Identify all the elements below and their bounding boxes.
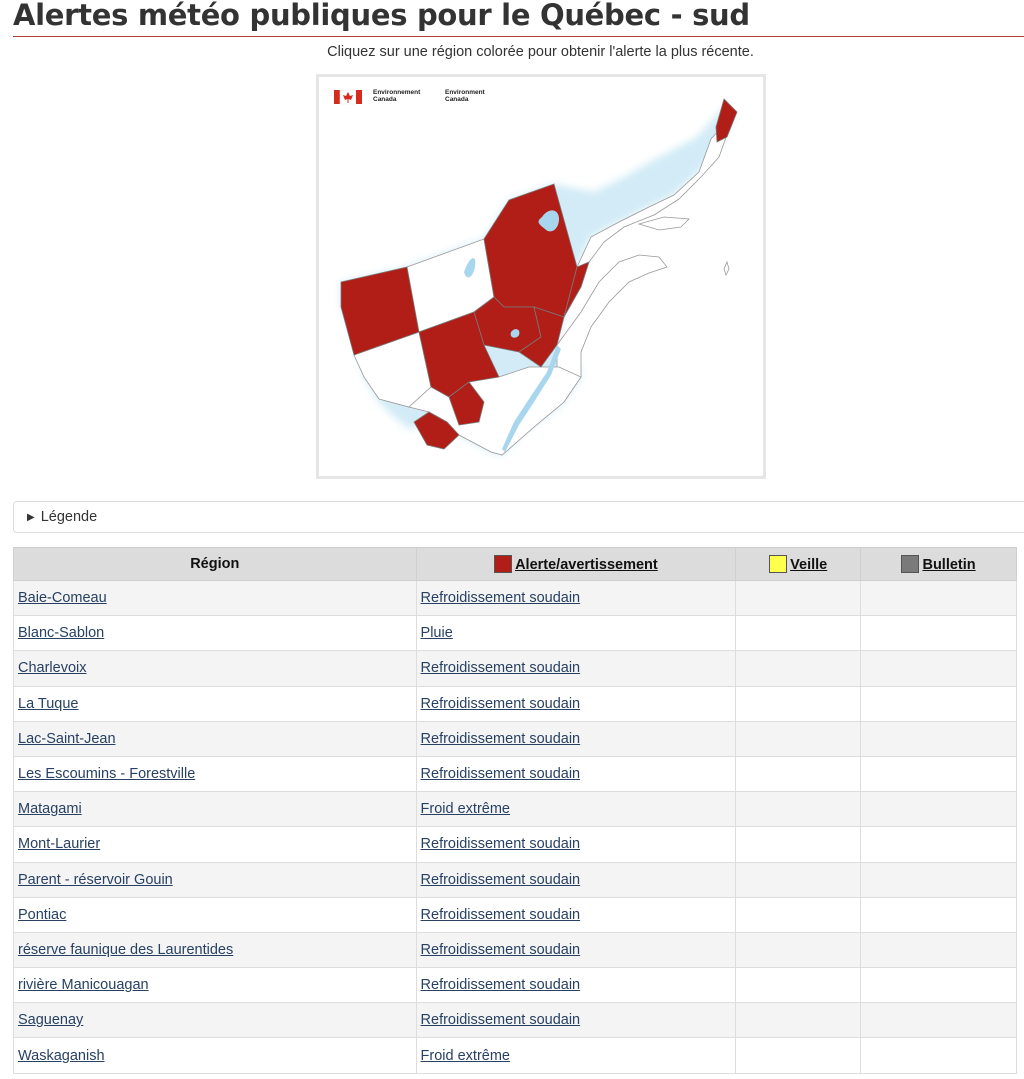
alert-cell [416, 932, 736, 967]
page-title: Alertes météo publiques pour le Québec - sud [13, 0, 750, 32]
logo-fr-line2: Canada [373, 96, 397, 103]
region-cell [14, 932, 417, 967]
table-row [14, 756, 1017, 791]
region-cell [14, 1038, 417, 1073]
alert-link[interactable]: Froid extrême [420, 1047, 510, 1064]
logo-en-line1: Environment [445, 89, 485, 96]
table-header-row [14, 548, 1017, 581]
region-cell [14, 686, 417, 721]
alert-cell [416, 721, 736, 756]
region-link[interactable]: Baie-Comeau [18, 590, 107, 607]
region-blanc-sablon[interactable] [716, 99, 737, 142]
logo-en-line2: Canada [445, 96, 469, 103]
watch-cell [736, 792, 861, 827]
alert-link[interactable]: Refroidissement soudain [420, 590, 581, 607]
region-link[interactable]: Les Escoumins - Forestville [18, 766, 196, 783]
bulletin-swatch-icon [901, 555, 919, 573]
watch-cell [736, 756, 861, 791]
region-cell [14, 756, 417, 791]
map-instruction: Cliquez sur une région colorée pour obtenir l'alerte la plus récente. [327, 44, 754, 60]
anticosti-island [639, 217, 689, 230]
header-watch-link[interactable]: Veille [790, 557, 828, 573]
region-cell [14, 721, 417, 756]
bulletin-cell [861, 862, 1017, 897]
legend-toggle[interactable] [13, 501, 1024, 533]
header-bulletin [861, 548, 1017, 581]
table-row [14, 827, 1017, 862]
alert-cell [416, 827, 736, 862]
region-link[interactable]: Mont-Laurier [18, 836, 101, 853]
table-row [14, 686, 1017, 721]
table-row [14, 1038, 1017, 1073]
alert-link[interactable]: Refroidissement soudain [420, 977, 581, 994]
table-row [14, 932, 1017, 967]
region-link[interactable]: Blanc-Sablon [18, 625, 105, 642]
region-cell [14, 968, 417, 1003]
watch-swatch-icon [769, 555, 787, 573]
watch-cell [736, 932, 861, 967]
alert-cell [416, 968, 736, 1003]
bulletin-cell [861, 581, 1017, 616]
table-row [14, 721, 1017, 756]
region-cell [14, 581, 417, 616]
header-bulletin-link[interactable]: Bulletin [922, 557, 976, 573]
table-row [14, 651, 1017, 686]
watch-cell [736, 581, 861, 616]
alert-cell [416, 1003, 736, 1038]
region-link[interactable]: Pontiac [18, 906, 67, 923]
region-cell [14, 897, 417, 932]
region-link[interactable]: Saguenay [18, 1012, 84, 1029]
region-cell [14, 1003, 417, 1038]
watch-cell [736, 686, 861, 721]
alert-link[interactable]: Froid extrême [420, 801, 510, 818]
bulletin-cell [861, 721, 1017, 756]
bulletin-cell [861, 932, 1017, 967]
watch-cell [736, 721, 861, 756]
watch-cell [736, 1038, 861, 1073]
alert-cell [416, 651, 736, 686]
watch-cell [736, 616, 861, 651]
table-row [14, 862, 1017, 897]
table-row [14, 1003, 1017, 1038]
bulletin-cell [861, 651, 1017, 686]
alert-map [316, 74, 766, 479]
header-watch [736, 548, 861, 581]
region-cell [14, 827, 417, 862]
alert-cell [416, 581, 736, 616]
bulletin-cell [861, 616, 1017, 651]
alerts-table-body [14, 581, 1017, 1074]
bulletin-cell [861, 897, 1017, 932]
bulletin-cell [861, 1003, 1017, 1038]
region-link[interactable]: réserve faunique des Laurentides [18, 941, 234, 958]
alert-link[interactable]: Refroidissement soudain [420, 906, 581, 923]
region-cell [14, 792, 417, 827]
table-row [14, 581, 1017, 616]
bulletin-cell [861, 792, 1017, 827]
region-link[interactable]: Lac-Saint-Jean [18, 730, 116, 747]
bulletin-cell [861, 756, 1017, 791]
table-row [14, 968, 1017, 1003]
region-link[interactable]: Charlevoix [18, 660, 87, 677]
alert-link[interactable]: Refroidissement soudain [420, 1012, 581, 1029]
watch-cell [736, 651, 861, 686]
region-cell [14, 616, 417, 651]
alert-cell [416, 897, 736, 932]
alert-link[interactable]: Pluie [420, 625, 453, 642]
alert-link[interactable]: Refroidissement soudain [420, 766, 581, 783]
expand-triangle-icon: ▶ [27, 512, 35, 523]
alert-cell [416, 686, 736, 721]
watch-cell [736, 827, 861, 862]
table-row [14, 897, 1017, 932]
alert-link[interactable]: Refroidissement soudain [420, 730, 581, 747]
region-cell [14, 862, 417, 897]
canada-flag-icon [334, 90, 362, 104]
table-row [14, 616, 1017, 651]
alerts-table [13, 547, 1017, 1074]
watch-cell [736, 862, 861, 897]
bulletin-cell [861, 827, 1017, 862]
region-link[interactable]: Parent - réservoir Gouin [18, 871, 173, 888]
region-link[interactable]: Waskaganish [18, 1047, 105, 1064]
title-divider [13, 36, 1024, 37]
region-cell [14, 651, 417, 686]
logo-fr-line1: Environnement [373, 89, 421, 96]
alert-cell [416, 1038, 736, 1073]
alert-cell [416, 616, 736, 651]
alert-link[interactable]: Refroidissement soudain [420, 941, 581, 958]
alert-link[interactable]: Refroidissement soudain [420, 695, 581, 712]
header-alert-link[interactable]: Alerte/avertissement [515, 557, 658, 573]
bulletin-cell [861, 1038, 1017, 1073]
alert-cell [416, 756, 736, 791]
alert-link[interactable]: Refroidissement soudain [420, 660, 581, 677]
magdalen-islands [724, 262, 729, 275]
alert-swatch-icon [494, 555, 512, 573]
bulletin-cell [861, 968, 1017, 1003]
region-link[interactable]: rivière Manicouagan [18, 977, 149, 994]
alert-link[interactable]: Refroidissement soudain [420, 836, 581, 853]
alert-link[interactable]: Refroidissement soudain [420, 871, 581, 888]
quebec-map [319, 77, 763, 476]
bulletin-cell [861, 686, 1017, 721]
watch-cell [736, 1003, 861, 1038]
table-row [14, 792, 1017, 827]
alert-cell [416, 792, 736, 827]
region-link[interactable]: La Tuque [18, 695, 79, 712]
watch-cell [736, 968, 861, 1003]
watch-cell [736, 897, 861, 932]
alert-cell [416, 862, 736, 897]
region-link[interactable]: Matagami [18, 801, 82, 818]
header-region: Région [14, 548, 417, 581]
legend-label: Légende [40, 509, 98, 525]
header-alert [416, 548, 736, 581]
